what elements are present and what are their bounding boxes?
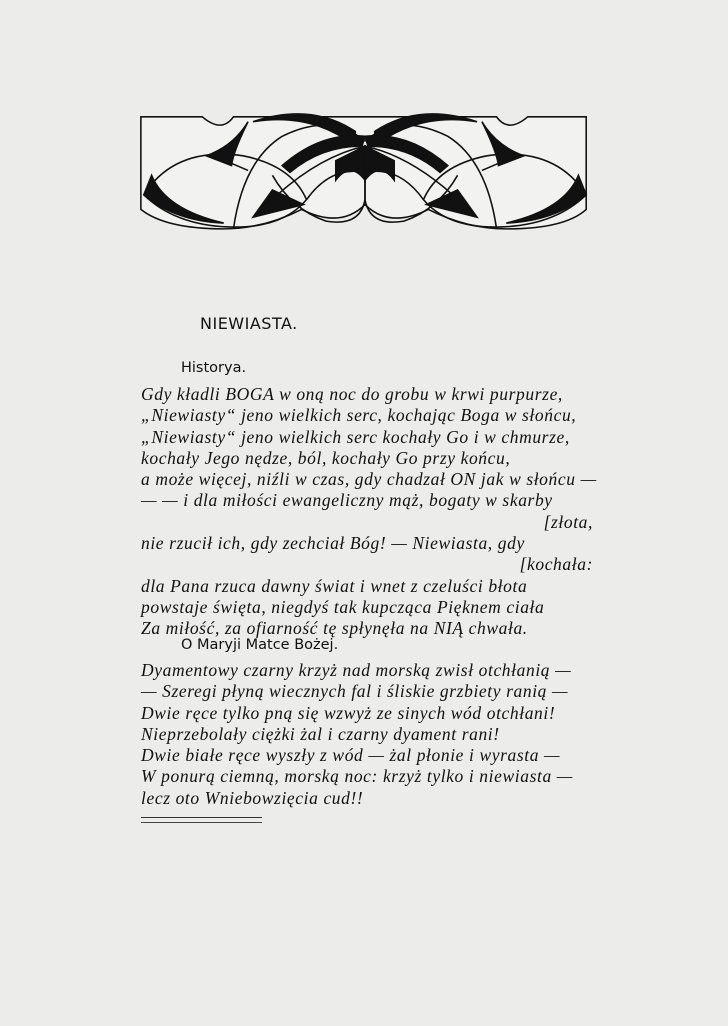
verse-line: — — i dla miłości ewangeliczny mąż, bogaty w skarby <box>141 490 553 511</box>
verse-line: Dyamentowy czarny krzyż nad morską zwisł otchłanią — <box>141 660 572 680</box>
verse-line: — Szeregi płyną wiecznych fal i śliskie grzbiety ranią — <box>141 681 569 702</box>
verse-line: Gdy kładli BOGA w oną noc do grobu w krwi purpurze, <box>141 384 563 404</box>
verse-line-overflow: [złota, <box>543 511 593 532</box>
verse-line: dla Pana rzuca dawny świat i wnet z czeluści błota <box>141 575 528 596</box>
verse-line: Dwie białe ręce wyszły z wód — żal płonie i wyrasta — <box>141 745 561 766</box>
section-heading-historya: Historya. <box>181 360 247 376</box>
verse-line: W ponurą ciemną, morską noc: krzyż tylko i niewiasta — <box>141 766 573 787</box>
section-heading-maryja: O Maryji Matce Bożej. <box>181 637 339 653</box>
verse-line: a może więcej, niźli w czas, gdy chadzał ON jak w słońcu — <box>141 469 597 490</box>
verse-line: powstaje święta, niegdyś tak kupcząca Pięknem ciała <box>141 596 545 617</box>
verse-line: Dwie ręce tylko pną się wzwyż ze sinych wód otchłani! <box>141 702 556 723</box>
verse-line: „Niewiasty“ jeno wielkich serc, kochając Boga w słońcu, <box>141 405 577 426</box>
verse-line: „Niewiasty“ jeno wielkich serc kochały Go i w chmurze, <box>141 426 570 447</box>
closing-rule <box>141 817 262 823</box>
verse-line: kochały Jego nędze, ból, kochały Go przy końcu, <box>141 447 511 468</box>
verse-line: Nieprzebolały ciężki żal i czarny dyament rani! <box>141 723 500 744</box>
poem-maryja <box>141 660 593 809</box>
verse-line: nie rzucił ich, gdy zechciał Bóg! — Niewiasta, gdy <box>141 533 525 554</box>
verse-line: lecz oto Wniebowzięcia cud!! <box>141 787 364 808</box>
art-nouveau-ornament <box>136 102 594 234</box>
verse-line: Za miłość, za ofiarność tę spłynęła na NIĄ chwała. <box>141 618 528 639</box>
poem-historya <box>141 384 597 640</box>
verse-line-overflow: [kochała: <box>519 554 593 575</box>
poem-title: NIEWIASTA. <box>200 314 298 333</box>
